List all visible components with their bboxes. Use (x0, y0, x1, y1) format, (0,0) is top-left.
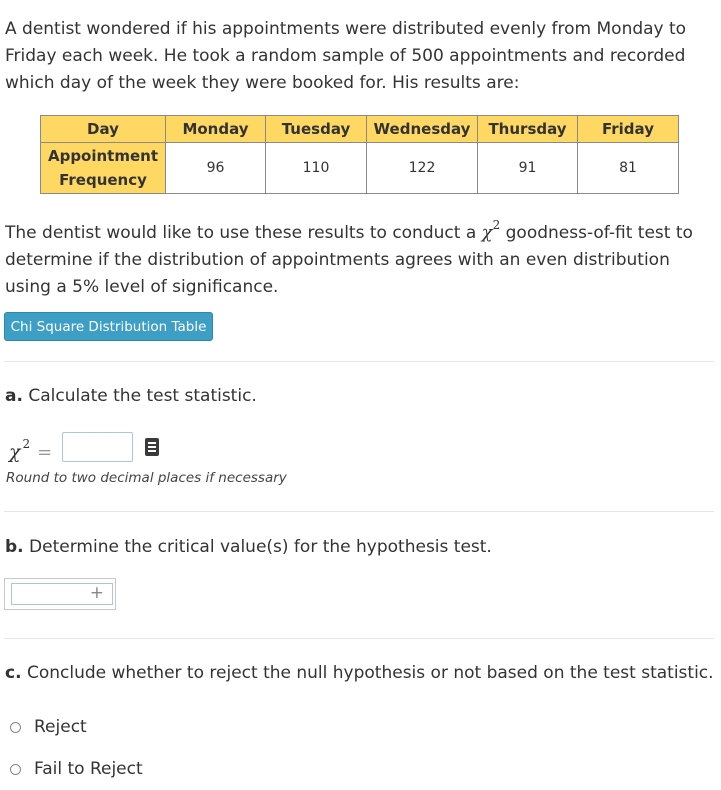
chi-symbol: $\chi^2$ (481, 218, 501, 243)
critical-value-input[interactable] (11, 583, 113, 605)
table-row (41, 143, 679, 194)
test-description-after: goodness-of-fit test to determine if the distribution of appointments agrees with an even distribution using a 5% level of significance. (5, 223, 693, 297)
header-wednesday: Wednesday (367, 116, 478, 143)
divider (4, 638, 714, 639)
radio-fail-to-reject[interactable] (10, 764, 21, 775)
row-label (41, 143, 166, 194)
option-fail-to-reject[interactable] (10, 759, 143, 779)
frequency-table (40, 115, 679, 194)
calculator-icon[interactable] (145, 438, 159, 456)
test-description-before: The dentist would like to use these results to conduct a (5, 223, 477, 243)
row-label-line1: Appointment (47, 147, 159, 165)
option-fail-to-reject-label[interactable]: Fail to Reject (34, 759, 143, 779)
header-friday: Friday (578, 116, 679, 143)
header-thursday: Thursday (478, 116, 578, 143)
part-c-text: Conclude whether to reject the null hypothesis or not based on the test statistic. (26, 663, 714, 683)
value-wednesday: 122 (367, 143, 478, 194)
part-a-letter: a. (5, 386, 23, 406)
part-c-letter: c. (5, 663, 22, 683)
row-label-line2: Frequency (59, 171, 147, 189)
rounding-hint: Round to two decimal places if necessary (6, 470, 287, 486)
test-statistic-input[interactable] (62, 432, 133, 462)
plus-icon[interactable]: + (89, 583, 104, 603)
part-a-text: Calculate the test statistic. (28, 386, 257, 406)
divider (4, 361, 714, 362)
chi-square-label: χ $^2$ = (9, 437, 53, 463)
value-tuesday: 110 (266, 143, 367, 194)
value-monday: 96 (166, 143, 266, 194)
part-c-question (5, 663, 714, 683)
header-day: Day (41, 116, 166, 143)
header-tuesday: Tuesday (266, 116, 367, 143)
part-a-question (5, 386, 257, 406)
critical-value-group (4, 578, 116, 610)
table-header-row (41, 116, 679, 143)
test-description (5, 212, 717, 301)
part-b-question (5, 537, 492, 557)
value-thursday: 91 (478, 143, 578, 194)
option-reject[interactable] (10, 717, 87, 737)
header-monday: Monday (166, 116, 266, 143)
option-reject-label[interactable]: Reject (34, 717, 87, 737)
part-b-text: Determine the critical value(s) for the hypothesis test. (29, 537, 492, 557)
chi-square-table-button[interactable]: Chi Square Distribution Table (4, 312, 213, 341)
divider (4, 511, 714, 512)
value-friday: 81 (578, 143, 679, 194)
radio-reject[interactable] (10, 722, 21, 733)
part-b-letter: b. (5, 537, 24, 557)
problem-intro: A dentist wondered if his appointments were distributed evenly from Monday to Friday each week. He took a random sample of 500 appointments and recorded which day of the week they were booked for. His results are: (5, 19, 687, 93)
